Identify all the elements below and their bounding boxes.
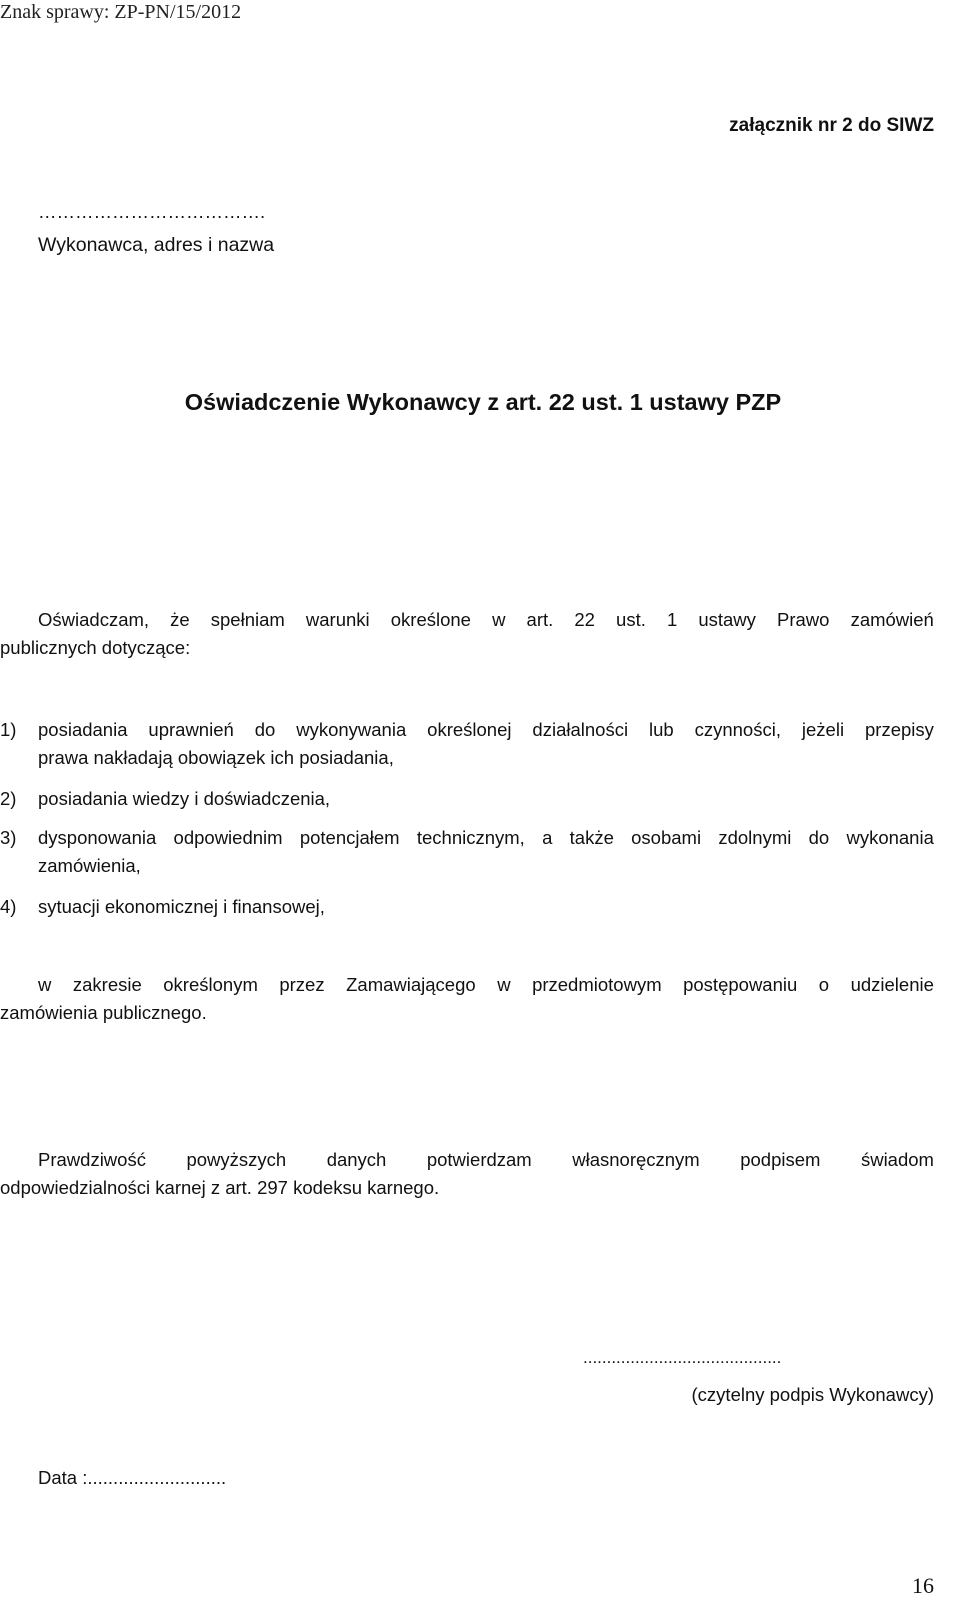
date-field [38, 1464, 226, 1492]
intro-word: że [170, 609, 190, 630]
confirmation-word: powyższych [186, 1149, 287, 1170]
intro-word: 22 [574, 609, 595, 630]
intro-line-2: publicznych dotyczące: [0, 637, 191, 658]
item-word: lub [648, 719, 674, 740]
item-word: wykonywania [296, 719, 407, 740]
intro-word: ust. [616, 609, 646, 630]
signature-dots: .......................................... [583, 1348, 782, 1367]
item-word: wykonania [846, 827, 934, 848]
item-word: określonej [427, 719, 512, 740]
scope-word: Zamawiającego [346, 974, 476, 995]
scope-word: postępowaniu [683, 974, 798, 995]
item-word: działalności [532, 719, 629, 740]
contractor-dots: ………………………………. [38, 201, 266, 222]
scope-word: przedmiotowym [532, 974, 662, 995]
item-word: technicznym, [416, 827, 525, 848]
list-item-1 [0, 716, 960, 772]
page-title-text: Oświadczenie Wykonawcy z art. 22 ust. 1 ustawy PZP [184, 389, 782, 415]
intro-word: warunki [305, 609, 370, 630]
intro-word: ustawy [698, 609, 756, 630]
intro-line-1 [38, 606, 934, 634]
item-word: posiadania [38, 719, 128, 740]
date-dots: ........................... [87, 1467, 227, 1488]
list-item-line-1: posiadania wiedzy i doświadczenia, [38, 788, 331, 809]
date-label: Data : [38, 1467, 88, 1488]
confirmation-word: świadom [860, 1149, 934, 1170]
intro-word: Prawo [777, 609, 830, 630]
item-word: do [254, 719, 276, 740]
item-word: zdolnymi [718, 827, 792, 848]
scope-word: określonym [163, 974, 258, 995]
item-word: osobami [631, 827, 702, 848]
list-item-number: 3) [0, 827, 17, 848]
list-item-number: 1) [0, 719, 17, 740]
intro-word: w [492, 609, 506, 630]
scope-word: w [38, 974, 52, 995]
page-title [0, 386, 960, 418]
intro-word: zamówień [850, 609, 934, 630]
scope-word: udzielenie [850, 974, 934, 995]
scope-word: zakresie [72, 974, 142, 995]
scope-word: przez [279, 974, 325, 995]
confirmation-word: podpisem [740, 1149, 821, 1170]
confirmation-word: Prawdziwość [38, 1149, 146, 1170]
contractor-label: Wykonawca, adres i nazwa [38, 234, 275, 256]
confirmation-line-2: odpowiedzialności karnej z art. 297 kodeksu karnego. [0, 1177, 440, 1198]
item-word: potencjałem [299, 827, 400, 848]
item-word: dysponowania [38, 827, 157, 848]
intro-word: określone [390, 609, 471, 630]
page-number: 16 [912, 1573, 934, 1598]
list-item-line-1 [38, 824, 934, 852]
confirmation-word: potwierdzam [426, 1149, 532, 1170]
item-word: jeżeli [801, 719, 845, 740]
list-item-4 [0, 893, 960, 921]
confirmation-line-1 [38, 1146, 934, 1174]
list-item-line-1 [38, 716, 934, 744]
scope-word: w [497, 974, 511, 995]
list-item-line-1: sytuacji ekonomicznej i finansowej, [38, 896, 325, 917]
item-word: uprawnień [148, 719, 234, 740]
confirmation-word: danych [326, 1149, 387, 1170]
scope-word: o [818, 974, 830, 995]
case-number-header: Znak sprawy: ZP-PN/15/2012 [0, 1, 242, 23]
item-word: czynności, [694, 719, 781, 740]
list-item-number: 4) [0, 896, 17, 917]
item-word: do [808, 827, 830, 848]
list-item-number: 2) [0, 788, 17, 809]
list-item-3 [0, 824, 960, 880]
intro-word: 1 [666, 609, 678, 630]
signature-label: (czytelny podpis Wykonawcy) [691, 1384, 934, 1405]
item-word: odpowiednim [173, 827, 283, 848]
attachment-label: załącznik nr 2 do SIWZ [729, 115, 934, 136]
list-item-line-2: zamówienia, [38, 855, 141, 876]
item-word: a [542, 827, 553, 848]
intro-word: art. [526, 609, 554, 630]
item-word: przepisy [865, 719, 934, 740]
list-item-2 [0, 785, 960, 813]
confirmation-word: własnoręcznym [572, 1149, 700, 1170]
scope-line-2: zamówienia publicznego. [0, 1002, 207, 1023]
intro-word: spełniam [210, 609, 285, 630]
list-item-line-2: prawa nakładają obowiązek ich posiadania, [38, 747, 394, 768]
intro-word: Oświadczam, [38, 609, 150, 630]
scope-line-1 [38, 971, 934, 999]
item-word: także [569, 827, 614, 848]
